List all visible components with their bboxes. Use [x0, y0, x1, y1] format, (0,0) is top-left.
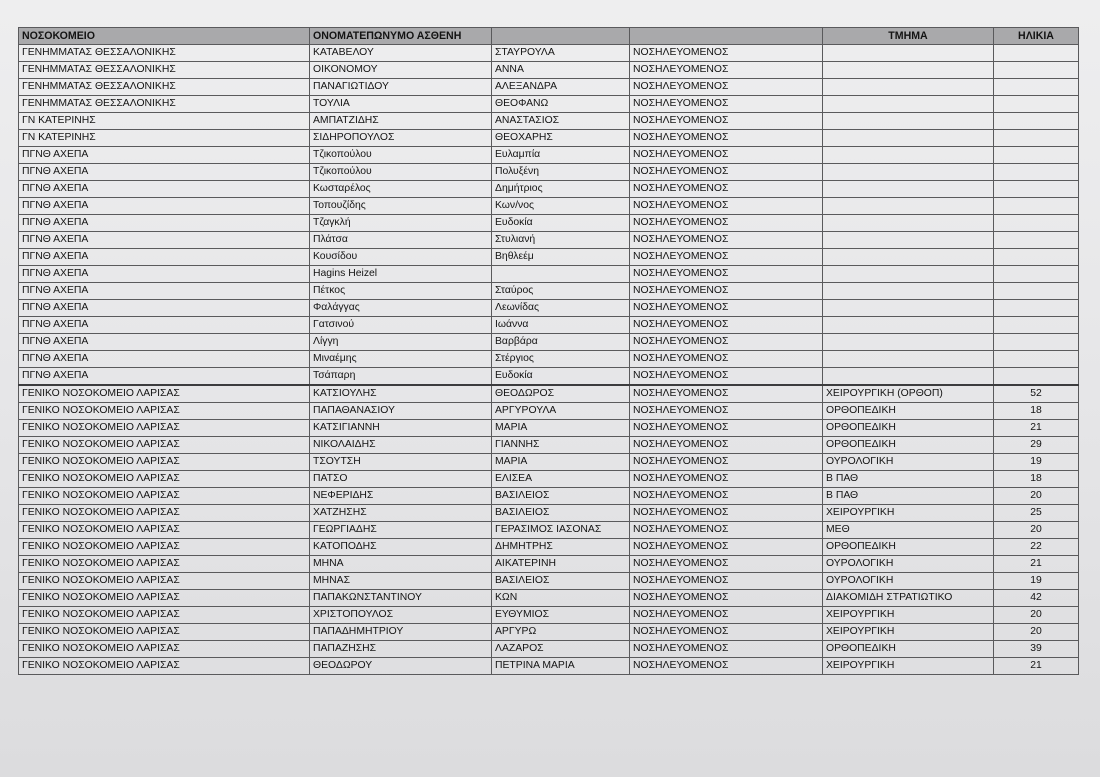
cell-hospital: ΓΕΝΙΚΟ ΝΟΣΟΚΟΜΕΙΟ ΛΑΡΙΣΑΣ — [19, 624, 310, 641]
cell-first-name: ΠΕΤΡΙΝΑ ΜΑΡΙΑ — [492, 658, 630, 675]
cell-department — [823, 300, 994, 317]
cell-surname: Τσάπαρη — [310, 368, 492, 386]
table-row — [19, 181, 1079, 198]
cell-first-name: Δημήτριος — [492, 181, 630, 198]
cell-surname: ΤΟΥΛΙΑ — [310, 96, 492, 113]
cell-department: ΔΙΑΚΟΜΙΔΗ ΣΤΡΑΤΙΩΤΙΚΟ — [823, 590, 994, 607]
cell-department — [823, 113, 994, 130]
cell-department: ΟΥΡΟΛΟΓΙΚΗ — [823, 556, 994, 573]
cell-surname: ΓΕΩΡΓΙΑΔΗΣ — [310, 522, 492, 539]
table-row — [19, 488, 1079, 505]
cell-first-name: ΘΕΟΧΑΡΗΣ — [492, 130, 630, 147]
cell-hospital: ΠΓΝΘ ΑΧΕΠΑ — [19, 317, 310, 334]
cell-first-name: Σταύρος — [492, 283, 630, 300]
cell-age — [994, 164, 1079, 181]
table-row — [19, 232, 1079, 249]
table-row — [19, 79, 1079, 96]
cell-first-name: ΓΕΡΑΣΙΜΟΣ ΙΑΣΟΝΑΣ — [492, 522, 630, 539]
cell-hospital: ΓΕΝΗΜΜΑΤΑΣ ΘΕΣΣΑΛΟΝΙΚΗΣ — [19, 62, 310, 79]
cell-department — [823, 79, 994, 96]
cell-status: ΝΟΣΗΛΕΥΟΜΕΝΟΣ — [630, 164, 823, 181]
cell-hospital: ΓΕΝΙΚΟ ΝΟΣΟΚΟΜΕΙΟ ΛΑΡΙΣΑΣ — [19, 590, 310, 607]
cell-department: ΜΕΘ — [823, 522, 994, 539]
cell-first-name: ΕΥΘΥΜΙΟΣ — [492, 607, 630, 624]
cell-hospital: ΠΓΝΘ ΑΧΕΠΑ — [19, 232, 310, 249]
cell-surname: ΠΑΤΣΟ — [310, 471, 492, 488]
cell-hospital: ΓΕΝΙΚΟ ΝΟΣΟΚΟΜΕΙΟ ΛΑΡΙΣΑΣ — [19, 641, 310, 658]
table-row — [19, 96, 1079, 113]
cell-department — [823, 317, 994, 334]
cell-first-name: ΜΑΡΙΑ — [492, 454, 630, 471]
cell-surname: ΜΗΝΑΣ — [310, 573, 492, 590]
table-row — [19, 607, 1079, 624]
cell-status: ΝΟΣΗΛΕΥΟΜΕΝΟΣ — [630, 624, 823, 641]
cell-status: ΝΟΣΗΛΕΥΟΜΕΝΟΣ — [630, 249, 823, 266]
cell-first-name: ΑΡΓΥΡΩ — [492, 624, 630, 641]
cell-department: ΟΡΘΟΠΕΔΙΚΗ — [823, 437, 994, 454]
cell-age — [994, 300, 1079, 317]
cell-hospital: ΓΕΝΗΜΜΑΤΑΣ ΘΕΣΣΑΛΟΝΙΚΗΣ — [19, 79, 310, 96]
cell-status: ΝΟΣΗΛΕΥΟΜΕΝΟΣ — [630, 283, 823, 300]
cell-department: ΧΕΙΡΟΥΡΓΙΚΗ — [823, 658, 994, 675]
cell-first-name: Πολυξένη — [492, 164, 630, 181]
header-blank-1 — [492, 28, 630, 45]
cell-surname: Φαλάγγας — [310, 300, 492, 317]
cell-hospital: ΓΝ ΚΑΤΕΡΙΝΗΣ — [19, 130, 310, 147]
cell-age — [994, 283, 1079, 300]
cell-hospital: ΓΕΝΙΚΟ ΝΟΣΟΚΟΜΕΙΟ ΛΑΡΙΣΑΣ — [19, 488, 310, 505]
table-row — [19, 317, 1079, 334]
cell-first-name: Στυλιανή — [492, 232, 630, 249]
cell-age: 29 — [994, 437, 1079, 454]
cell-surname: Τζικοπούλου — [310, 164, 492, 181]
cell-hospital: ΠΓΝΘ ΑΧΕΠΑ — [19, 198, 310, 215]
cell-department: ΧΕΙΡΟΥΡΓΙΚΗ (ΟΡΘΟΠ) — [823, 385, 994, 403]
cell-status: ΝΟΣΗΛΕΥΟΜΕΝΟΣ — [630, 147, 823, 164]
cell-first-name: ΜΑΡΙΑ — [492, 420, 630, 437]
cell-surname: ΑΜΠΑΤΖΙΔΗΣ — [310, 113, 492, 130]
cell-status: ΝΟΣΗΛΕΥΟΜΕΝΟΣ — [630, 437, 823, 454]
cell-age: 20 — [994, 607, 1079, 624]
cell-first-name: Κων/νος — [492, 198, 630, 215]
cell-surname: ΝΕΦΕΡΙΔΗΣ — [310, 488, 492, 505]
cell-age — [994, 368, 1079, 386]
cell-status: ΝΟΣΗΛΕΥΟΜΕΝΟΣ — [630, 215, 823, 232]
cell-department: ΟΡΘΟΠΕΔΙΚΗ — [823, 403, 994, 420]
cell-hospital: ΓΕΝΗΜΜΑΤΑΣ ΘΕΣΣΑΛΟΝΙΚΗΣ — [19, 96, 310, 113]
cell-department — [823, 181, 994, 198]
cell-age — [994, 351, 1079, 368]
table-row — [19, 351, 1079, 368]
cell-first-name: ΘΕΟΔΩΡΟΣ — [492, 385, 630, 403]
cell-status: ΝΟΣΗΛΕΥΟΜΕΝΟΣ — [630, 113, 823, 130]
cell-age — [994, 113, 1079, 130]
cell-age — [994, 317, 1079, 334]
cell-department — [823, 96, 994, 113]
cell-surname: ΧΡΙΣΤΟΠΟΥΛΟΣ — [310, 607, 492, 624]
cell-age: 39 — [994, 641, 1079, 658]
cell-surname: Τοπουζίδης — [310, 198, 492, 215]
cell-department: ΟΡΘΟΠΕΔΙΚΗ — [823, 539, 994, 556]
cell-first-name: ΒΑΣΙΛΕΙΟΣ — [492, 488, 630, 505]
cell-age: 42 — [994, 590, 1079, 607]
cell-status: ΝΟΣΗΛΕΥΟΜΕΝΟΣ — [630, 607, 823, 624]
cell-surname: ΚΑΤΣΙΓΙΑΝΝΗ — [310, 420, 492, 437]
cell-age — [994, 130, 1079, 147]
header-patient-name: ΟΝΟΜΑΤΕΠΩΝΥΜΟ ΑΣΘΕΝΗ — [310, 28, 492, 45]
table-row — [19, 266, 1079, 283]
cell-surname: ΚΑΤΣΙΟΥΛΗΣ — [310, 385, 492, 403]
cell-hospital: ΓΕΝΙΚΟ ΝΟΣΟΚΟΜΕΙΟ ΛΑΡΙΣΑΣ — [19, 539, 310, 556]
table-row — [19, 164, 1079, 181]
cell-status: ΝΟΣΗΛΕΥΟΜΕΝΟΣ — [630, 79, 823, 96]
cell-age — [994, 96, 1079, 113]
cell-department: ΟΡΘΟΠΕΔΙΚΗ — [823, 420, 994, 437]
cell-department — [823, 62, 994, 79]
cell-department: ΟΥΡΟΛΟΓΙΚΗ — [823, 573, 994, 590]
cell-first-name: ΛΑΖΑΡΟΣ — [492, 641, 630, 658]
cell-hospital: ΠΓΝΘ ΑΧΕΠΑ — [19, 334, 310, 351]
cell-age: 22 — [994, 539, 1079, 556]
cell-surname: ΣΙΔΗΡΟΠΟΥΛΟΣ — [310, 130, 492, 147]
cell-first-name: ΔΗΜΗΤΡΗΣ — [492, 539, 630, 556]
cell-age: 21 — [994, 658, 1079, 675]
cell-status: ΝΟΣΗΛΕΥΟΜΕΝΟΣ — [630, 505, 823, 522]
cell-hospital: ΓΕΝΙΚΟ ΝΟΣΟΚΟΜΕΙΟ ΛΑΡΙΣΑΣ — [19, 420, 310, 437]
cell-age: 52 — [994, 385, 1079, 403]
cell-status: ΝΟΣΗΛΕΥΟΜΕΝΟΣ — [630, 385, 823, 403]
table-header-row — [19, 28, 1079, 45]
table-row — [19, 624, 1079, 641]
table-row — [19, 641, 1079, 658]
cell-hospital: ΓΕΝΙΚΟ ΝΟΣΟΚΟΜΕΙΟ ΛΑΡΙΣΑΣ — [19, 556, 310, 573]
cell-department: ΟΥΡΟΛΟΓΙΚΗ — [823, 454, 994, 471]
cell-hospital: ΓΕΝΙΚΟ ΝΟΣΟΚΟΜΕΙΟ ΛΑΡΙΣΑΣ — [19, 437, 310, 454]
cell-surname: Πλάτσα — [310, 232, 492, 249]
cell-status: ΝΟΣΗΛΕΥΟΜΕΝΟΣ — [630, 96, 823, 113]
cell-age: 20 — [994, 488, 1079, 505]
cell-hospital: ΠΓΝΘ ΑΧΕΠΑ — [19, 368, 310, 386]
cell-department — [823, 147, 994, 164]
table-row — [19, 539, 1079, 556]
table-row — [19, 420, 1079, 437]
cell-hospital: ΓΕΝΙΚΟ ΝΟΣΟΚΟΜΕΙΟ ΛΑΡΙΣΑΣ — [19, 658, 310, 675]
table-row — [19, 471, 1079, 488]
cell-department — [823, 368, 994, 386]
table-row — [19, 556, 1079, 573]
table-row — [19, 62, 1079, 79]
cell-surname: ΚΑΤΑΒΕΛΟΥ — [310, 45, 492, 62]
cell-surname: Κουσίδου — [310, 249, 492, 266]
cell-surname: ΧΑΤΖΗΣΗΣ — [310, 505, 492, 522]
cell-hospital: ΠΓΝΘ ΑΧΕΠΑ — [19, 266, 310, 283]
cell-status: ΝΟΣΗΛΕΥΟΜΕΝΟΣ — [630, 573, 823, 590]
cell-status: ΝΟΣΗΛΕΥΟΜΕΝΟΣ — [630, 641, 823, 658]
table-row — [19, 147, 1079, 164]
cell-hospital: ΓΕΝΙΚΟ ΝΟΣΟΚΟΜΕΙΟ ΛΑΡΙΣΑΣ — [19, 505, 310, 522]
table-row — [19, 590, 1079, 607]
cell-age — [994, 147, 1079, 164]
table-row — [19, 368, 1079, 386]
cell-first-name: ΓΙΑΝΝΗΣ — [492, 437, 630, 454]
cell-hospital: ΓΕΝΙΚΟ ΝΟΣΟΚΟΜΕΙΟ ΛΑΡΙΣΑΣ — [19, 403, 310, 420]
cell-first-name: ΑΝΝΑ — [492, 62, 630, 79]
header-blank-2 — [630, 28, 823, 45]
cell-age: 21 — [994, 420, 1079, 437]
table-row — [19, 522, 1079, 539]
cell-department: ΧΕΙΡΟΥΡΓΙΚΗ — [823, 505, 994, 522]
cell-surname: ΠΑΝΑΓΙΩΤΙΔΟΥ — [310, 79, 492, 96]
cell-surname: Μιναέμης — [310, 351, 492, 368]
cell-first-name: Ιωάννα — [492, 317, 630, 334]
cell-surname: ΤΣΟΥΤΣΗ — [310, 454, 492, 471]
cell-hospital: ΓΝ ΚΑΤΕΡΙΝΗΣ — [19, 113, 310, 130]
cell-surname: Τζαγκλή — [310, 215, 492, 232]
cell-first-name: ΑΛΕΞΑΝΔΡΑ — [492, 79, 630, 96]
table-row — [19, 45, 1079, 62]
cell-first-name: Ευδοκία — [492, 215, 630, 232]
cell-age — [994, 45, 1079, 62]
cell-surname: ΘΕΟΔΩΡΟΥ — [310, 658, 492, 675]
cell-status: ΝΟΣΗΛΕΥΟΜΕΝΟΣ — [630, 45, 823, 62]
cell-department — [823, 130, 994, 147]
cell-hospital: ΓΕΝΙΚΟ ΝΟΣΟΚΟΜΕΙΟ ΛΑΡΙΣΑΣ — [19, 607, 310, 624]
table-row — [19, 403, 1079, 420]
cell-first-name: ΑΙΚΑΤΕΡΙΝΗ — [492, 556, 630, 573]
cell-age — [994, 215, 1079, 232]
cell-department: Β ΠΑΘ — [823, 471, 994, 488]
cell-first-name: ΘΕΟΦΑΝΩ — [492, 96, 630, 113]
cell-status: ΝΟΣΗΛΕΥΟΜΕΝΟΣ — [630, 522, 823, 539]
cell-department: ΧΕΙΡΟΥΡΓΙΚΗ — [823, 607, 994, 624]
cell-surname: Γατσινού — [310, 317, 492, 334]
table-row — [19, 437, 1079, 454]
cell-department: Β ΠΑΘ — [823, 488, 994, 505]
cell-age — [994, 198, 1079, 215]
cell-first-name: Βαρβάρα — [492, 334, 630, 351]
cell-department — [823, 198, 994, 215]
cell-department: ΧΕΙΡΟΥΡΓΙΚΗ — [823, 624, 994, 641]
cell-status: ΝΟΣΗΛΕΥΟΜΕΝΟΣ — [630, 454, 823, 471]
cell-hospital: ΓΕΝΙΚΟ ΝΟΣΟΚΟΜΕΙΟ ΛΑΡΙΣΑΣ — [19, 522, 310, 539]
cell-hospital: ΠΓΝΘ ΑΧΕΠΑ — [19, 164, 310, 181]
cell-age: 19 — [994, 454, 1079, 471]
cell-department — [823, 215, 994, 232]
cell-hospital: ΓΕΝΙΚΟ ΝΟΣΟΚΟΜΕΙΟ ΛΑΡΙΣΑΣ — [19, 471, 310, 488]
cell-surname: ΠΑΠΑΘΑΝΑΣΙΟΥ — [310, 403, 492, 420]
cell-hospital: ΠΓΝΘ ΑΧΕΠΑ — [19, 283, 310, 300]
table-row — [19, 283, 1079, 300]
cell-hospital: ΠΓΝΘ ΑΧΕΠΑ — [19, 249, 310, 266]
cell-first-name — [492, 266, 630, 283]
cell-first-name: Στέργιος — [492, 351, 630, 368]
cell-surname: Πέτκος — [310, 283, 492, 300]
cell-age: 21 — [994, 556, 1079, 573]
cell-hospital: ΠΓΝΘ ΑΧΕΠΑ — [19, 300, 310, 317]
cell-age — [994, 79, 1079, 96]
cell-age — [994, 334, 1079, 351]
cell-age: 20 — [994, 522, 1079, 539]
table-row — [19, 249, 1079, 266]
cell-hospital: ΓΕΝΙΚΟ ΝΟΣΟΚΟΜΕΙΟ ΛΑΡΙΣΑΣ — [19, 454, 310, 471]
cell-status: ΝΟΣΗΛΕΥΟΜΕΝΟΣ — [630, 62, 823, 79]
cell-hospital: ΓΕΝΙΚΟ ΝΟΣΟΚΟΜΕΙΟ ΛΑΡΙΣΑΣ — [19, 385, 310, 403]
cell-department — [823, 283, 994, 300]
cell-status: ΝΟΣΗΛΕΥΟΜΕΝΟΣ — [630, 658, 823, 675]
cell-surname: ΚΑΤΟΠΟΔΗΣ — [310, 539, 492, 556]
cell-age — [994, 232, 1079, 249]
cell-age — [994, 181, 1079, 198]
cell-status: ΝΟΣΗΛΕΥΟΜΕΝΟΣ — [630, 317, 823, 334]
cell-status: ΝΟΣΗΛΕΥΟΜΕΝΟΣ — [630, 334, 823, 351]
cell-department — [823, 266, 994, 283]
table-row — [19, 454, 1079, 471]
cell-status: ΝΟΣΗΛΕΥΟΜΕΝΟΣ — [630, 556, 823, 573]
cell-surname: Τζικοπούλου — [310, 147, 492, 164]
cell-status: ΝΟΣΗΛΕΥΟΜΕΝΟΣ — [630, 471, 823, 488]
cell-first-name: ΒΑΣΙΛΕΙΟΣ — [492, 573, 630, 590]
cell-first-name: Βηθλεέμ — [492, 249, 630, 266]
cell-hospital: ΠΓΝΘ ΑΧΕΠΑ — [19, 215, 310, 232]
cell-department — [823, 334, 994, 351]
cell-surname: ΠΑΠΑΔΗΜΗΤΡΙΟΥ — [310, 624, 492, 641]
table-row — [19, 385, 1079, 403]
cell-surname: Hagins Heizel — [310, 266, 492, 283]
cell-age: 18 — [994, 403, 1079, 420]
cell-first-name: ΚΩΝ — [492, 590, 630, 607]
cell-first-name: Λεωνίδας — [492, 300, 630, 317]
cell-department: ΟΡΘΟΠΕΔΙΚΗ — [823, 641, 994, 658]
table-row — [19, 300, 1079, 317]
cell-surname: ΟΙΚΟΝΟΜΟΥ — [310, 62, 492, 79]
cell-department — [823, 351, 994, 368]
table-row — [19, 130, 1079, 147]
cell-status: ΝΟΣΗΛΕΥΟΜΕΝΟΣ — [630, 266, 823, 283]
cell-surname: ΜΗΝΑ — [310, 556, 492, 573]
table-row — [19, 215, 1079, 232]
cell-surname: ΝΙΚΟΛΑΙΔΗΣ — [310, 437, 492, 454]
cell-hospital: ΓΕΝΙΚΟ ΝΟΣΟΚΟΜΕΙΟ ΛΑΡΙΣΑΣ — [19, 573, 310, 590]
cell-hospital: ΠΓΝΘ ΑΧΕΠΑ — [19, 181, 310, 198]
cell-age — [994, 62, 1079, 79]
cell-first-name: Ευδοκία — [492, 368, 630, 386]
table-row — [19, 658, 1079, 675]
table-row — [19, 334, 1079, 351]
cell-hospital: ΠΓΝΘ ΑΧΕΠΑ — [19, 147, 310, 164]
cell-status: ΝΟΣΗΛΕΥΟΜΕΝΟΣ — [630, 232, 823, 249]
cell-status: ΝΟΣΗΛΕΥΟΜΕΝΟΣ — [630, 420, 823, 437]
cell-status: ΝΟΣΗΛΕΥΟΜΕΝΟΣ — [630, 488, 823, 505]
cell-first-name: ΑΝΑΣΤΑΣΙΟΣ — [492, 113, 630, 130]
cell-status: ΝΟΣΗΛΕΥΟΜΕΝΟΣ — [630, 198, 823, 215]
table-body — [19, 45, 1079, 675]
cell-surname: Κωσταρέλος — [310, 181, 492, 198]
cell-surname: ΠΑΠΑΖΗΣΗΣ — [310, 641, 492, 658]
cell-surname: Λίγγη — [310, 334, 492, 351]
cell-status: ΝΟΣΗΛΕΥΟΜΕΝΟΣ — [630, 539, 823, 556]
cell-first-name: ΣΤΑΥΡΟΥΛΑ — [492, 45, 630, 62]
cell-hospital: ΠΓΝΘ ΑΧΕΠΑ — [19, 351, 310, 368]
cell-surname: ΠΑΠΑΚΩΝΣΤΑΝΤΙΝΟΥ — [310, 590, 492, 607]
table-row — [19, 198, 1079, 215]
table-row — [19, 573, 1079, 590]
cell-age: 25 — [994, 505, 1079, 522]
header-hospital: ΝΟΣΟΚΟΜΕΙΟ — [19, 28, 310, 45]
cell-department — [823, 45, 994, 62]
cell-age: 20 — [994, 624, 1079, 641]
cell-age — [994, 266, 1079, 283]
table-row — [19, 505, 1079, 522]
cell-age: 19 — [994, 573, 1079, 590]
cell-department — [823, 232, 994, 249]
cell-status: ΝΟΣΗΛΕΥΟΜΕΝΟΣ — [630, 130, 823, 147]
header-department: ΤΜΗΜΑ — [823, 28, 994, 45]
header-age: ΗΛΙΚΙΑ — [994, 28, 1079, 45]
cell-status: ΝΟΣΗΛΕΥΟΜΕΝΟΣ — [630, 590, 823, 607]
cell-age — [994, 249, 1079, 266]
cell-first-name: ΑΡΓΥΡΟΥΛΑ — [492, 403, 630, 420]
patient-table — [18, 27, 1079, 675]
cell-status: ΝΟΣΗΛΕΥΟΜΕΝΟΣ — [630, 300, 823, 317]
cell-department — [823, 249, 994, 266]
cell-department — [823, 164, 994, 181]
cell-hospital: ΓΕΝΗΜΜΑΤΑΣ ΘΕΣΣΑΛΟΝΙΚΗΣ — [19, 45, 310, 62]
table-row — [19, 113, 1079, 130]
cell-first-name: ΕΛΙΣΕΑ — [492, 471, 630, 488]
cell-age: 18 — [994, 471, 1079, 488]
cell-first-name: Ευλαμπία — [492, 147, 630, 164]
cell-status: ΝΟΣΗΛΕΥΟΜΕΝΟΣ — [630, 181, 823, 198]
cell-status: ΝΟΣΗΛΕΥΟΜΕΝΟΣ — [630, 403, 823, 420]
cell-first-name: ΒΑΣΙΛΕΙΟΣ — [492, 505, 630, 522]
cell-status: ΝΟΣΗΛΕΥΟΜΕΝΟΣ — [630, 368, 823, 386]
cell-status: ΝΟΣΗΛΕΥΟΜΕΝΟΣ — [630, 351, 823, 368]
